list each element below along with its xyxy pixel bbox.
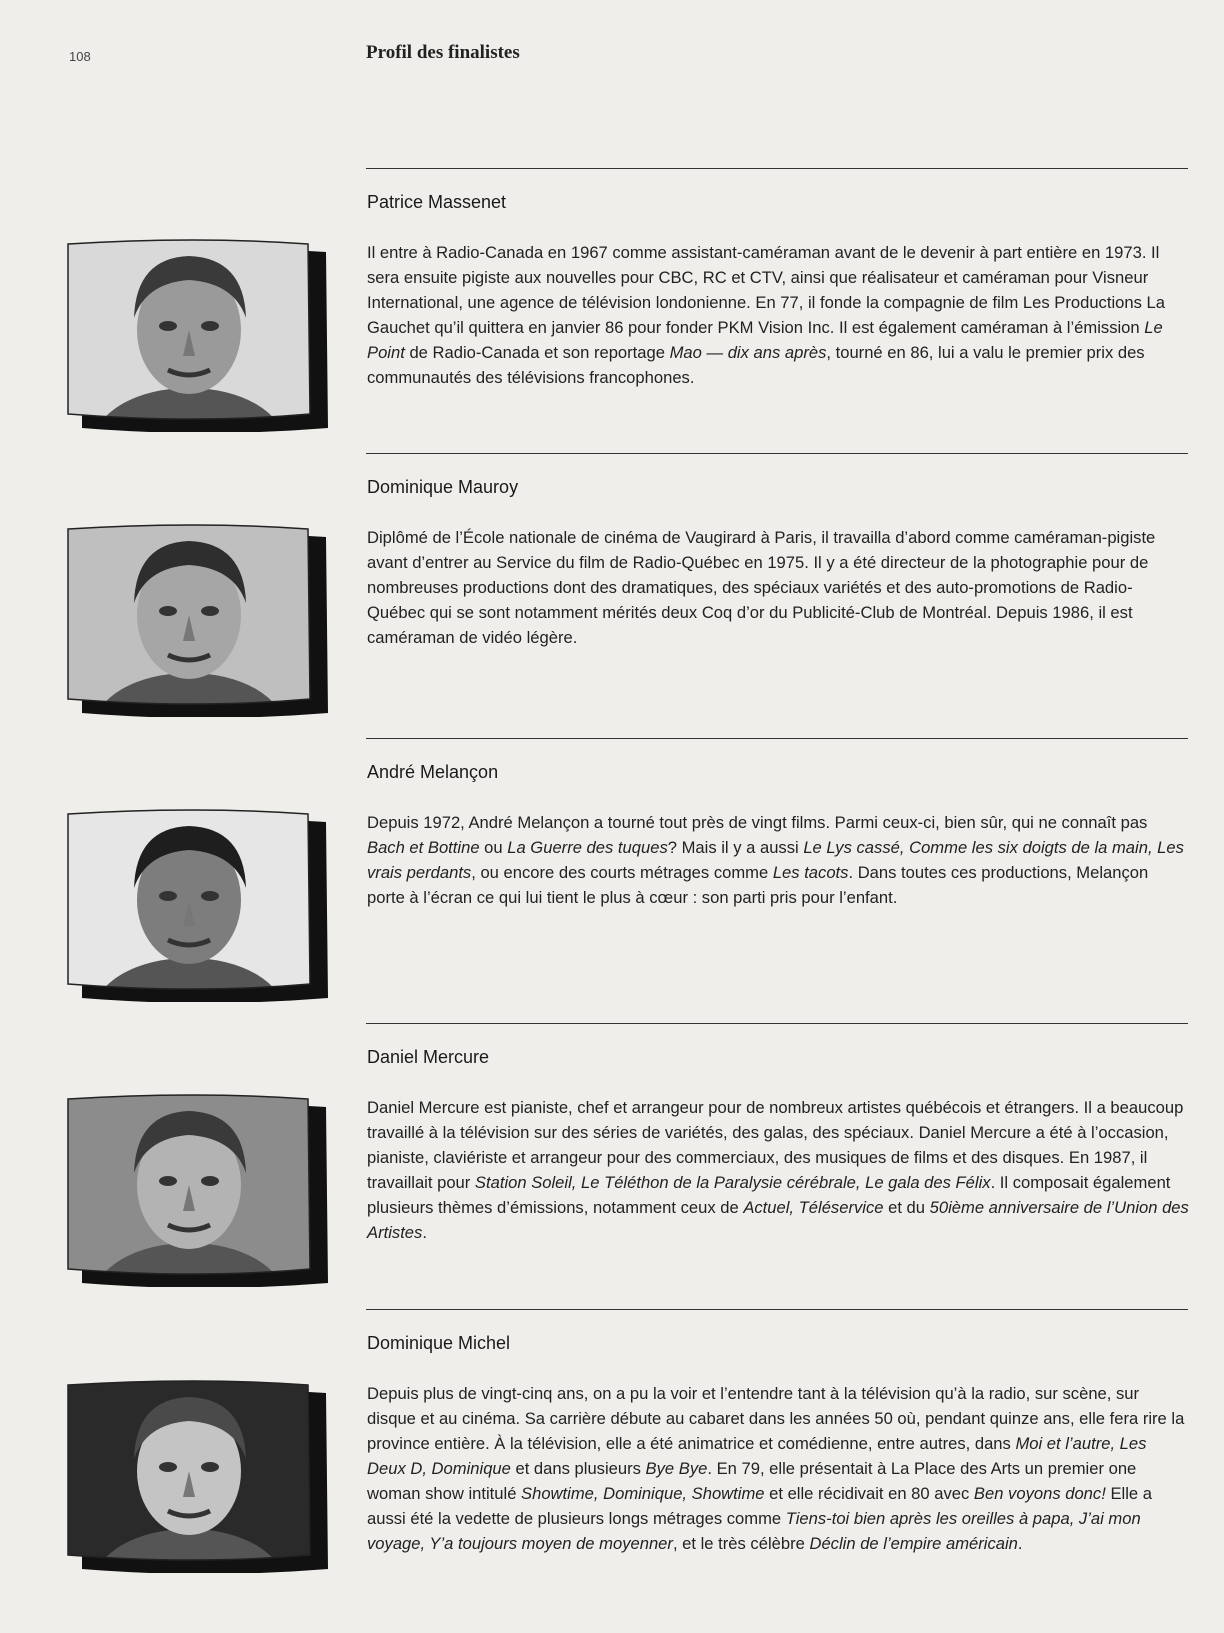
bio-text: Depuis plus de vingt-cinq ans, on a pu la voir et l’entendre tant à la télévision qu’à la radio, sur scène, sur disque et au cinéma. Sa carrière débute au cabaret dans les années 50 où, pendant quinze ans, elle fera rire la province entière. À la télévision, elle a été animatrice et comédienne, entre autres, dans [367,1384,1185,1453]
bio-text: et du [883,1198,930,1217]
portrait-photo-icon [64,1379,330,1573]
work-title: La Guerre des tuques [507,838,668,857]
work-title: Actuel, Téléservice [743,1198,884,1217]
bio-text: Il entre à Radio-Canada en 1967 comme assistant-caméraman avant de le devenir à part entière en 1973. Il sera ensuite pigiste aux nouvelles pour CBC, RC et CTV, ainsi que réalisateur et caméraman pour Visneur International, une agence de télévision londonienne. En 77, il fonde la compagnie de film Les Productions La Gauchet qu’il quittera en janvier 86 pour fonder PKM Vision Inc. Il est également caméraman à l’émission [367,243,1165,337]
bio-text: Elle a aussi été la vedette de plusieurs longs métrages comme [367,1484,1152,1528]
page-number: 108 [69,49,91,64]
section-divider [366,453,1188,454]
work-title: Les tacots [772,863,849,882]
work-title: Déclin de l’empire américain [809,1534,1018,1553]
work-title: Ben voyons donc! [973,1484,1106,1503]
portrait-photo-icon [64,238,330,432]
finalist-bio [367,525,1189,650]
finalist-bio [367,1381,1189,1556]
bio-text: et elle récidivait en 80 avec [764,1484,974,1503]
section-divider [366,168,1188,169]
bio-text: , tourné en 86, lui a valu le premier prix des communautés des télévisions francophones. [367,343,1145,387]
bio-text: Daniel Mercure est pianiste, chef et arrangeur pour de nombreux artistes québécois et étrangers. Il a beaucoup travaillé à la télévision sur des séries de variétés, des galas, des spéciaux. Daniel Mercure a été à l’occasion, pianiste, claviériste et arrangeur pour des commerciaux, des musiques de films et des disques. En 1987, il travaillait pour [367,1098,1184,1192]
section-divider [366,1023,1188,1024]
bio-text: . En 79, elle présentait à La Place des Arts un premier one woman show intitulé [367,1459,1137,1503]
bio-text: , et le très célèbre [672,1534,810,1553]
bio-text: de Radio-Canada et son reportage [404,343,670,362]
bio-text: ou [479,838,508,857]
bio-text: Depuis 1972, André Melançon a tourné tout près de vingt films. Parmi ceux-ci, bien sûr, qui ne connaît pas [367,813,1148,832]
bio-text: . [422,1223,427,1242]
finalist-name: Daniel Mercure [367,1047,490,1067]
portrait-photo-icon [64,808,330,1002]
bio-text: ? Mais il y a aussi [667,838,804,857]
finalist-name: Dominique Mauroy [367,477,519,497]
portrait-photo-icon [64,523,330,717]
section-divider [366,738,1188,739]
bio-text: . [1017,1534,1023,1553]
finalist-bio [367,810,1189,910]
work-title: Le Lys cassé, Comme les six doigts de la main, Les vrais perdants [367,838,1184,882]
work-title: Showtime, Dominique, Showtime [521,1484,765,1503]
work-title: Le Point [367,318,1163,362]
work-title: Bach et Bottine [367,838,480,857]
finalist-bio [367,1095,1189,1245]
bio-text: et dans plusieurs [510,1459,646,1478]
section-divider [366,1309,1188,1310]
work-title: Moi et l’autre, Les Deux D, Dominique [367,1434,1147,1478]
work-title: Tiens-toi bien après les oreilles à papa, J’ai mon voyage, Y’a toujours moyen de moyenner [367,1509,1141,1553]
bio-text: , ou encore des courts métrages comme [471,863,773,882]
work-title: 50ième anniversaire de l’Union des Artistes [367,1198,1189,1242]
finalist-name: Patrice Massenet [367,192,507,212]
finalist-bio [367,240,1189,390]
bio-text: Diplômé de l’École nationale de cinéma de Vaugirard à Paris, il travailla d’abord comme caméraman-pigiste avant d’entrer au Service du film de Radio-Québec en 1975. Il y a été directeur de la photographie pour de nombreuses productions dont des dramatiques, des spéciaux variétés et des auto-promotions de Radio-Québec qui se sont notamment mérités deux Coq d’or du Publicité-Club de Montréal. Depuis 1986, il est caméraman de vidéo légère. [367,528,1156,647]
bio-text: . Il composait également plusieurs thèmes d’émissions, notamment ceux de [367,1173,1171,1217]
work-title: Mao — dix ans après [669,343,827,362]
bio-text: . Dans toutes ces productions, Melançon porte à l’écran ce qui lui tient le plus à cœur : son parti pris pour l’enfant. [367,863,1149,907]
work-title: Station Soleil, Le Téléthon de la Paralysie cérébrale, Le gala des Félix [474,1173,991,1192]
finalist-name: André Melançon [367,762,499,782]
running-title: Profil des finalistes [366,42,520,63]
finalist-name: Dominique Michel [367,1333,511,1353]
work-title: Bye Bye [645,1459,708,1478]
portrait-photo-icon [64,1093,330,1287]
